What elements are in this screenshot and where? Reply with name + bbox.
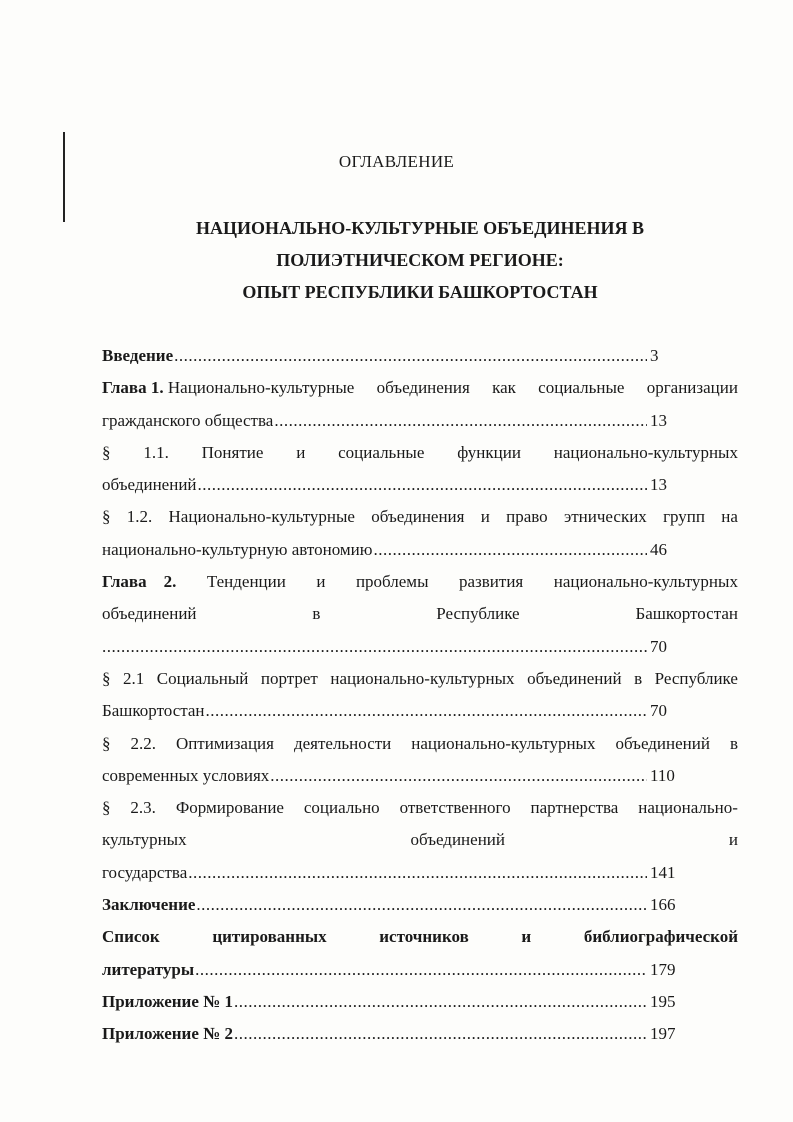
- dot-leader: [198, 469, 647, 501]
- toc-word: §: [102, 733, 111, 753]
- toc-word: §: [102, 442, 111, 462]
- toc-word: Республике: [654, 668, 738, 688]
- work-title: [100, 212, 740, 308]
- toc-page-number: 166: [650, 895, 676, 915]
- toc-text: государства: [102, 862, 188, 882]
- toc-word: источников: [379, 927, 469, 947]
- toc-entry-appendix-2[interactable]: [102, 1018, 738, 1050]
- toc-word: портрет: [260, 668, 318, 688]
- toc-page-number: 13: [650, 410, 667, 430]
- toc-page-number: 3: [650, 346, 659, 365]
- toc-word: на: [721, 507, 738, 527]
- toc-word: Формирование: [175, 798, 284, 818]
- toc-word: Национально-культурные: [167, 378, 355, 398]
- toc-text: объединений: [102, 475, 197, 495]
- toc-word: 1.1.: [143, 442, 169, 462]
- dot-leader: [206, 695, 647, 727]
- toc-word: национально-культурных: [330, 668, 515, 688]
- toc-entry-references[interactable]: [102, 921, 738, 986]
- toc-word: ответственного: [399, 798, 511, 818]
- toc-entry-chapter-1[interactable]: [102, 372, 738, 437]
- dot-leader: [234, 986, 647, 1018]
- toc-label: Глава: [102, 572, 147, 592]
- toc-word: в: [312, 604, 321, 624]
- toc-word: и: [316, 572, 326, 592]
- toc-word: объединений: [410, 830, 505, 850]
- toc-page-number: 70: [650, 636, 667, 656]
- toc-word: в: [729, 733, 738, 753]
- toc-text: гражданского общества: [102, 410, 274, 430]
- dot-leader: [188, 857, 647, 889]
- work-title-line-3: ОПЫТ РЕСПУБЛИКИ БАШКОРТОСТАН: [242, 282, 598, 302]
- toc-word: функции: [457, 442, 521, 462]
- toc-word: и: [296, 442, 306, 462]
- toc-word: национально-культурных: [411, 733, 596, 753]
- toc-word: библиографической: [583, 927, 738, 947]
- toc-word: национально-культурных: [553, 442, 738, 462]
- toc-word: объединений: [102, 604, 197, 624]
- page-title: ОГЛАВЛЕНИЕ: [338, 152, 455, 171]
- toc-label: Приложение № 1: [102, 991, 233, 1011]
- toc-word: социальные: [538, 378, 625, 398]
- toc-word: проблемы: [355, 572, 429, 592]
- dot-leader: [196, 889, 647, 921]
- toc-word: право: [506, 507, 548, 527]
- toc-word: культурных: [102, 830, 187, 850]
- toc-entry-introduction[interactable]: [102, 340, 738, 372]
- toc-label: Приложение № 2: [102, 1024, 233, 1044]
- toc-word: Понятие: [201, 442, 264, 462]
- dot-leader: [234, 1018, 647, 1050]
- toc-word: Список: [102, 927, 160, 947]
- toc-entry-section-1-2[interactable]: [102, 501, 738, 566]
- toc-page-number: 179: [650, 959, 676, 979]
- toc-entry-section-2-3[interactable]: [102, 792, 738, 889]
- toc-word: социально: [303, 798, 380, 818]
- toc-word: и: [521, 927, 532, 947]
- toc-word: национально-культурных: [553, 572, 738, 592]
- toc-word: 2.3.: [130, 798, 156, 818]
- toc-entry-section-2-1[interactable]: [102, 663, 738, 728]
- toc-entry-section-1-1[interactable]: [102, 437, 738, 502]
- toc-page-number: 13: [650, 475, 667, 495]
- toc-label-number: 2.: [163, 572, 177, 592]
- toc-word: §: [102, 668, 111, 688]
- toc-word: объединений: [615, 733, 710, 753]
- dot-leader: [274, 405, 647, 437]
- toc-word: 1.2.: [126, 507, 153, 527]
- work-title-line-2: ПОЛИЭТНИЧЕСКОМ РЕГИОНЕ:: [276, 250, 564, 270]
- toc-word: объединения: [376, 378, 470, 398]
- toc-word: национально-: [638, 798, 738, 818]
- toc-page-number: 195: [650, 991, 676, 1011]
- dot-leader: [195, 954, 647, 986]
- toc-word: Тенденции: [206, 572, 286, 592]
- toc-word: социальные: [338, 442, 425, 462]
- toc-text: литературы: [102, 959, 195, 979]
- dot-leader: [174, 340, 647, 372]
- toc-page-number: 70: [650, 701, 667, 721]
- toc-word: Республике: [436, 604, 520, 624]
- toc-word: Оптимизация: [175, 733, 274, 753]
- toc-page-number: 110: [650, 765, 675, 785]
- toc-word: 2.2.: [130, 733, 156, 753]
- toc-page-number: 141: [650, 862, 676, 882]
- toc-word: объединений: [527, 668, 622, 688]
- scan-margin-mark: [63, 132, 65, 222]
- table-of-contents: [102, 340, 738, 1051]
- toc-label: Введение: [102, 346, 174, 365]
- toc-word: деятельности: [293, 733, 392, 753]
- dot-leader: [102, 631, 647, 663]
- toc-word: групп: [663, 507, 706, 527]
- toc-word: объединения: [371, 507, 465, 527]
- toc-word: §: [102, 507, 111, 527]
- dot-leader: [270, 760, 647, 792]
- toc-page-number: 46: [650, 539, 667, 559]
- toc-text: современных условиях: [102, 765, 270, 785]
- toc-word: Башкортостан: [635, 604, 738, 624]
- toc-word: развития: [459, 572, 524, 592]
- toc-entry-chapter-2[interactable]: [102, 566, 738, 663]
- toc-word: и: [480, 507, 490, 527]
- toc-word: и: [728, 830, 738, 850]
- toc-word: Национально-культурные: [168, 507, 355, 527]
- work-title-line-1: НАЦИОНАЛЬНО-КУЛЬТУРНЫЕ ОБЪЕДИНЕНИЯ В: [195, 218, 645, 238]
- toc-word: партнерства: [530, 798, 619, 818]
- toc-word: §: [102, 798, 111, 818]
- toc-label: Заключение: [102, 895, 196, 915]
- toc-text: Башкортостан: [102, 701, 205, 721]
- toc-word: в: [634, 668, 643, 688]
- toc-text: национально-культурную автономию: [102, 539, 373, 559]
- dot-leader: [373, 534, 647, 566]
- toc-word: этнических: [563, 507, 647, 527]
- toc-word: 2.1: [123, 668, 145, 688]
- toc-word: цитированных: [212, 927, 327, 947]
- toc-entry-section-2-2[interactable]: [102, 728, 738, 793]
- toc-word: организации: [646, 378, 738, 398]
- toc-word: Социальный: [156, 668, 249, 688]
- toc-entry-conclusion[interactable]: [102, 889, 738, 921]
- toc-label: Глава 1.: [102, 378, 164, 398]
- toc-entry-appendix-1[interactable]: [102, 986, 738, 1018]
- toc-word: как: [492, 378, 516, 398]
- toc-page-number: 197: [650, 1024, 676, 1044]
